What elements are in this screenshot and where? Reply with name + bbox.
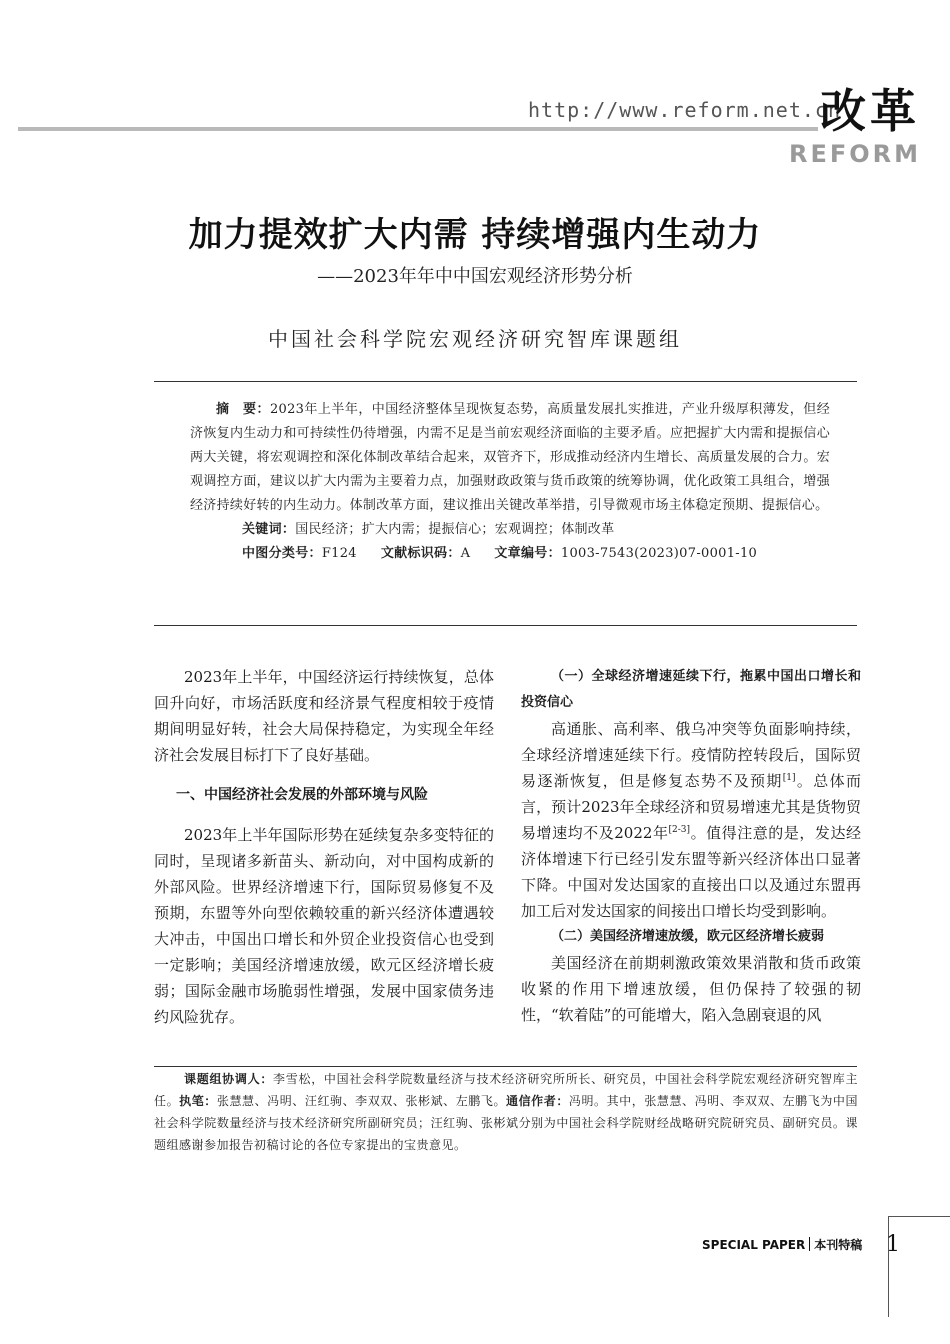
footnote-rule bbox=[154, 1066, 857, 1067]
abstract-label: 摘 要： bbox=[216, 402, 270, 417]
corresponding-author-label: 通信作者： bbox=[506, 1094, 569, 1108]
keywords-label: 关键词： bbox=[242, 522, 296, 537]
body-left-column bbox=[154, 664, 494, 1030]
subsection-1-paragraph: 高通胀、高利率、俄乌冲突等负面影响持续，全球经济增速延续下行。疫情防控转段后，国际贸易逐渐恢复，但是修复态势不及预期[1]。总体而言，预计2023年全球经济和贸易增速尤其是货物贸易增速均不及2022年[2-3]。值得注意的是，发达经济体增速下行已经引发东盟等新兴经济体出口显著下降。中国对发达国家的直接出口以及通过东盟再加工后对发达国家的间接出口增长均受到影响。 bbox=[521, 720, 861, 920]
abstract bbox=[190, 398, 830, 566]
article-authors: 中国社会科学院宏观经济研究智库课题组 bbox=[268, 327, 682, 351]
writers-label: 执笔： bbox=[179, 1094, 217, 1108]
abstract-text: 摘 要：2023年上半年，中国经济整体呈现恢复态势，高质量发展扎实推进，产业升级厚积薄发，但经济恢复内生动力和可持续性仍待增强，内需不足是当前宏观经济面临的主要矛盾。应把握扩大内需和提振信心两大关键，将宏观调控和深化体制改革结合起来，双管齐下，形成推动经济内生增长、高质量发展的合力。宏观调控方面，建议以扩大内需为主要着力点，加强财政政策与货币政策的统筹协调，优化政策工具组合，增强经济持续好转的内生动力。体制改革方面，建议推出关键改革举措，引导微观市场主体稳定预期、提振信心。 bbox=[190, 402, 831, 513]
clc-value: F124 bbox=[321, 546, 357, 561]
header-rule bbox=[18, 127, 818, 131]
article-subtitle: ——2023年年中中国宏观经济形势分析 bbox=[317, 266, 633, 287]
section-label-divider bbox=[809, 1237, 810, 1251]
subsection-1-heading: （一）全球经济增速延续下行，拖累中国出口增长和投资信心 bbox=[521, 669, 861, 710]
corresponding-author-text: 冯明。其中，张慧慧、冯明、李双双、左鹏飞为中国社会科学院数量经济与技术经济研究所副研究员；汪红驹、张彬斌分别为中国社会科学院财经战略研究院研究员、副研究员。课题组感谢参加报告初稿讨论的各位专家提出的宝贵意见。 bbox=[154, 1094, 858, 1152]
clc-label: 中图分类号： bbox=[242, 546, 322, 561]
doc-code-label: 文献标识码： bbox=[380, 546, 461, 561]
coordinator-label: 课题组协调人： bbox=[184, 1072, 274, 1086]
journal-logo-en: REFORM bbox=[789, 140, 922, 168]
section-1-heading: 一、中国经济社会发展的外部环境与风险 bbox=[176, 787, 428, 803]
journal-logo-cn: 改革 bbox=[820, 84, 920, 138]
citation-2-3[interactable]: [2-3] bbox=[668, 825, 691, 835]
article-no-label: 文章编号： bbox=[494, 546, 561, 561]
abstract-bottom-rule bbox=[154, 625, 857, 626]
citation-1[interactable]: [1] bbox=[782, 773, 796, 783]
article-title: 加力提效扩大内需 持续增强内生动力 bbox=[188, 215, 762, 255]
section-label-cn: 本刊特稿 bbox=[814, 1238, 863, 1252]
coordinator-text: 李雪松，中国社会科学院数量经济与技术经济研究所所长、研究员，中国社会科学院宏观经济研究智库主任。 bbox=[154, 1072, 858, 1108]
subsection-2-paragraph: 美国经济在前期刺激政策效果消散和货币政策收紧的作用下增速放缓，但仍保持了较强的韧性，“软着陆”的可能增大，陷入急剧衰退的风 bbox=[521, 954, 861, 1024]
section-label-en: SPECIAL PAPER bbox=[702, 1238, 806, 1252]
subsection-2-heading: （二）美国经济增速放缓，欧元区经济增长疲弱 bbox=[551, 929, 825, 944]
writers-text: 张慧慧、冯明、汪红驹、李双双、张彬斌、左鹏飞。 bbox=[216, 1094, 507, 1108]
page-number: 1 bbox=[886, 1232, 900, 1257]
journal-url[interactable]: http://www.reform.net.cn bbox=[528, 98, 841, 122]
abstract-top-rule bbox=[154, 381, 857, 382]
classification-line bbox=[190, 542, 830, 566]
intro-paragraph: 2023年上半年，中国经济运行持续恢复，总体回升向好，市场活跃度和经济景气程度相较于疫情期间明显好转，社会大局保持稳定，为实现全年经济社会发展目标打下了良好基础。 bbox=[154, 668, 494, 764]
body-right-column bbox=[521, 664, 861, 1028]
article-no-value: 1003-7543(2023)07-0001-10 bbox=[560, 546, 758, 561]
keywords: 国民经济；扩大内需；提振信心；宏观调控；体制改革 bbox=[295, 522, 615, 537]
doc-code-value: A bbox=[460, 546, 471, 561]
author-footnote bbox=[154, 1068, 858, 1156]
section-1-paragraph: 2023年上半年国际形势在延续复杂多变特征的同时，呈现诸多新苗头、新动向，对中国构成新的外部风险。世界经济增速下行，国际贸易修复不及预期，东盟等外向型依赖较重的新兴经济体遭遇较大冲击，中国出口增长和外贸企业投资信心也受到一定影响；美国经济增速放缓，欧元区经济增长疲弱；国际金融市场脆弱性增强，发展中国家债务违约风险犹存。 bbox=[154, 826, 494, 1026]
section-label bbox=[702, 1236, 862, 1254]
keywords-line bbox=[190, 518, 830, 542]
